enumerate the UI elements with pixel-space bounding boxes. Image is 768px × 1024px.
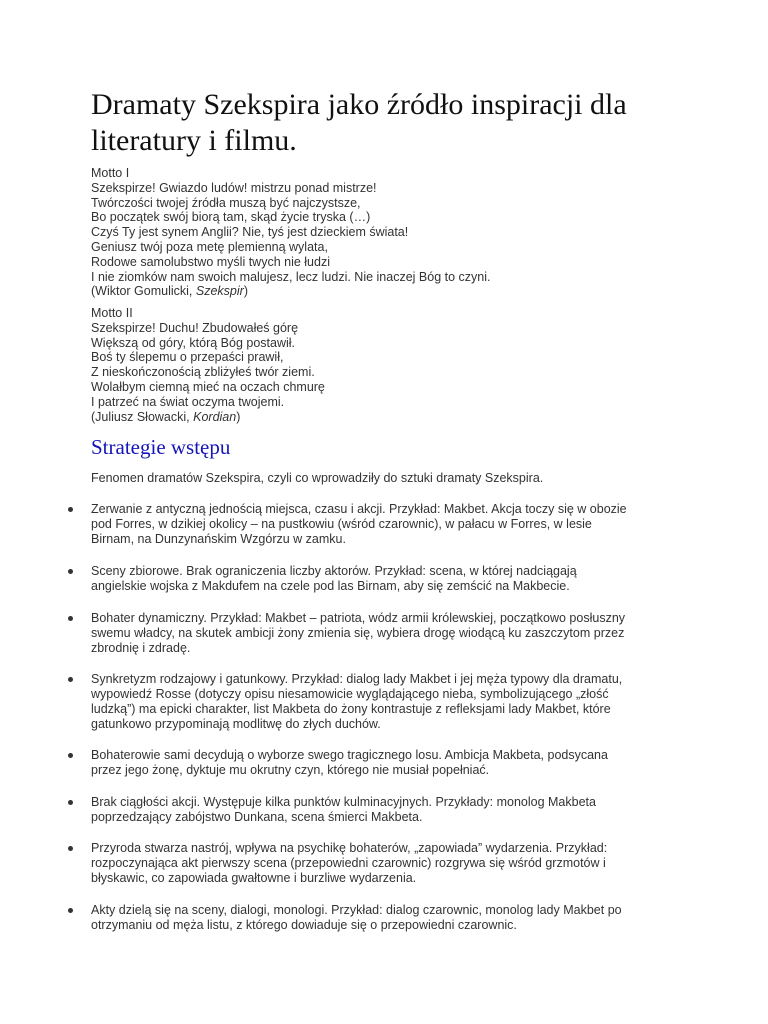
bullet-dot-icon xyxy=(68,569,73,574)
title-line-1: Dramaty Szekspira jako źródło inspiracji dla xyxy=(91,88,627,121)
list-item-line: wypowiedź Rosse (dotyczy opisu niesamowicie wyglądającego nieba, symbolizującego „złość xyxy=(91,687,609,701)
document-title xyxy=(91,87,711,159)
list-item-line: otrzymaniu od męża listu, z którego dowiaduje się o przepowiedni czarownic. xyxy=(91,918,517,932)
list-item-line: Akty dzielą się na sceny, dialogi, monologi. Przykład: dialog czarownic, monolog lady Makbet po xyxy=(91,903,622,917)
list-item-line: Przyroda stwarza nastrój, wpływa na psychikę bohaterów, „zapowiada” wydarzenia. Przykład: xyxy=(91,841,608,855)
bullet-dot-icon xyxy=(68,753,73,758)
list-item-text xyxy=(91,564,681,594)
list-item-line: Synkretyzm rodzajowy i gatunkowy. Przykład: dialog lady Makbet i jej męża typowy dla dramatu, xyxy=(91,672,623,686)
bullet-dot-icon xyxy=(68,908,73,913)
list-item-line: pod Forres, w dzikiej okolicy – na pustkowiu (wśród czarownic), w pałacu w Forres, w lesie xyxy=(91,517,592,531)
attribution-suffix: ) xyxy=(243,284,248,299)
title-line-2: literatury i filmu. xyxy=(91,124,297,157)
list-item-line: Birnam, na Dunzynańskim Wzgórzu w zamku. xyxy=(91,532,346,546)
motto-1-line: I nie ziomków nam swoich malujesz, lecz ludzi. Nie inaczej Bóg to czyni. xyxy=(91,269,491,284)
list-item-text xyxy=(91,672,681,732)
intro-paragraph: Fenomen dramatów Szekspira, czyli co wprowadziły do sztuki dramaty Szekspira. xyxy=(91,471,544,485)
list-item-line: Zerwanie z antyczną jednością miejsca, czasu i akcji. Przykład: Makbet. Akcja toczy się w obozie xyxy=(91,502,627,516)
bullet-dot-icon xyxy=(68,846,73,851)
motto-2-line: I patrzeć na świat oczyma twojemi. xyxy=(91,394,285,409)
attribution-work-title: Kordian xyxy=(193,409,237,424)
list-item-line: gatunkowo przypominają modlitwę do złych duchów. xyxy=(91,717,381,731)
motto-1-heading: Motto I xyxy=(91,166,130,180)
list-item-line: rozpoczynająca akt pierwszy scena (przepowiedni czarownic) rozgrywa się wśród grzmotów i xyxy=(91,856,606,870)
list-item-line: zbrodnię i zdradę. xyxy=(91,641,191,655)
list-item-text xyxy=(91,795,681,825)
motto-2-line: Szekspirze! Duchu! Zbudowałeś górę xyxy=(91,320,299,335)
list-item-text xyxy=(91,502,681,547)
motto-1 xyxy=(91,166,731,299)
bullet-dot-icon xyxy=(68,616,73,621)
motto-2-line: Większą od góry, którą Bóg postawił. xyxy=(91,335,296,350)
section-heading: Strategie wstępu xyxy=(91,435,231,459)
list-item-text xyxy=(91,748,681,778)
list-item-line: ludzką”) ma epicki charakter, list Makbeta do żony kontrastuje z refleksjami lady Makbet, które xyxy=(91,702,611,716)
motto-1-attribution xyxy=(91,284,731,299)
motto-1-line: Twórczości twojej źródła muszą być najczystsze, xyxy=(91,195,361,210)
list-item-line: Bohater dynamiczny. Przykład: Makbet – patriota, wódz armii królewskiej, początkowo posłuszny xyxy=(91,611,626,625)
bullet-dot-icon xyxy=(68,800,73,805)
bullet-dot-icon xyxy=(68,677,73,682)
list-item-line: Sceny zbiorowe. Brak ograniczenia liczby aktorów. Przykład: scena, w której nadciągają xyxy=(91,564,577,578)
motto-2-heading: Motto II xyxy=(91,306,133,320)
attribution-work-title: Szekspir xyxy=(195,284,244,299)
list-item-line: przez jego żonę, dyktuje mu okrutny czyn, którego nie musiał popełniać. xyxy=(91,763,490,777)
motto-1-line: Bo początek swój biorą tam, skąd życie tryska (…) xyxy=(91,210,371,225)
attribution-prefix: (Wiktor Gomulicki, xyxy=(91,284,196,299)
list-item-line: Brak ciągłości akcji. Występuje kilka punktów kulminacyjnych. Przykłady: monolog Makbeta xyxy=(91,795,596,809)
motto-1-line: Czyś Ty jest synem Anglii? Nie, tyś jest dzieckiem świata! xyxy=(91,225,409,240)
motto-2-line: Boś ty ślepemu o przepaści prawił, xyxy=(91,350,284,365)
list-item-text xyxy=(91,903,681,933)
attribution-prefix: (Juliusz Słowacki, xyxy=(91,409,194,424)
motto-2 xyxy=(91,306,731,424)
motto-2-line: Z nieskończonością zbliżyłeś twór ziemi. xyxy=(91,365,315,380)
list-item-line: poprzedzający zabójstwo Dunkana, scena śmierci Makbeta. xyxy=(91,810,423,824)
motto-1-line: Geniusz twój poza metę plemienną wylata, xyxy=(91,239,328,254)
motto-1-line: Rodowe samolubstwo myśli twych nie łudzi xyxy=(91,254,330,269)
list-item-line: swemu władcy, na skutek ambicji żony zmienia się, wybiera drogę wiodącą ku zaszczytom przez xyxy=(91,626,625,640)
list-item-text xyxy=(91,841,681,886)
attribution-suffix: ) xyxy=(236,409,241,424)
bullet-dot-icon xyxy=(68,507,73,512)
list-item-line: Bohaterowie sami decydują o wyborze swego tragicznego losu. Ambicja Makbeta, podsycana xyxy=(91,748,608,762)
list-item-line: błyskawic, co zapowiada gwałtowne i burzliwe wydarzenia. xyxy=(91,871,417,885)
motto-1-line: Szekspirze! Gwiazdo ludów! mistrzu ponad mistrze! xyxy=(91,180,377,195)
list-item-line: angielskie wojska z Makdufem na czele pod las Birnam, aby się zemścić na Makbecie. xyxy=(91,579,570,593)
motto-2-attribution xyxy=(91,410,731,425)
list-item-text xyxy=(91,611,681,656)
motto-2-line: Wolałbym ciemną mieć na oczach chmurę xyxy=(91,379,325,394)
